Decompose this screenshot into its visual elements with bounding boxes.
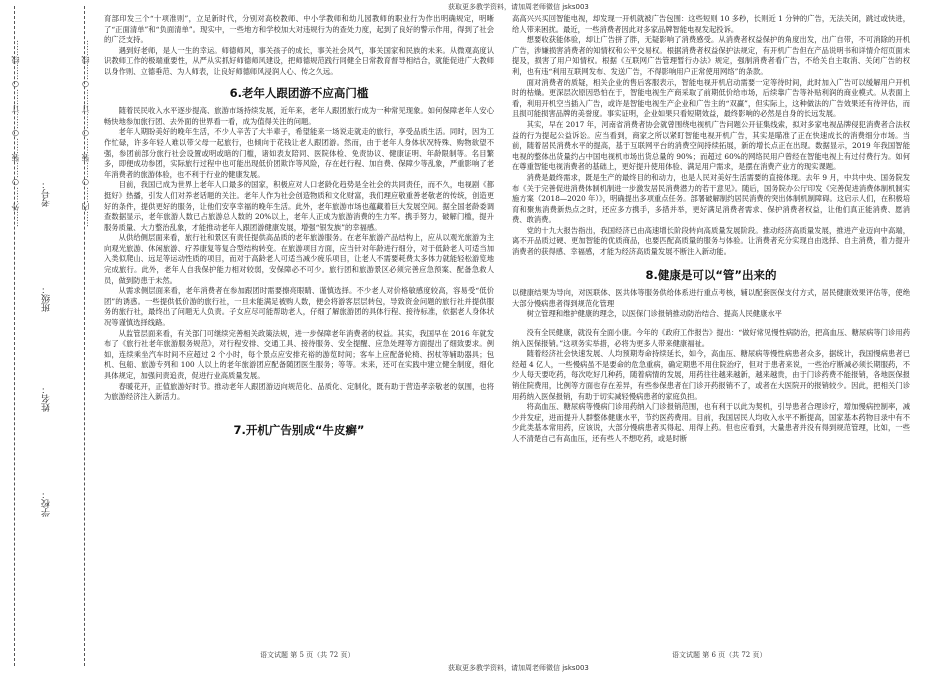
inner-binding-marks: ……内……○……装……○……订……○……线…… [81,40,90,227]
body-paragraph: 从供给侧层面来看，旅行社和景区有责任提供高品质的老年旅游服务。在老年旅游产品结构上，应从以观光旅游为主向观光旅游、休闲旅游、疗养康复等复合型结构转变。在旅游项目方面，应当针对年龄进行细分，对于低龄老人可适当加入类似爬山、远足等运动性质的项目，而对于高龄老人可适当减少疲乐项目，让老人不需要耗费太多体力就能轻松游览地完成旅行。此外，老年人自我保护能力相对较弱，安保障必不可少。旅行团和旅游景区必须完善应急预案、配备急救人员，做到防患于未然。 [104,233,494,285]
right-column [512,14,910,445]
name-label: 姓名： [42,385,52,412]
body-paragraph: 将高血压、糖尿病等慢病门诊用药纳入门诊报销范围，也有利于以此为契机，引导患者合理诊疗，增加慢病控制率，减少并发症，进而提升人群整体健康水平，节约医药费用。目前，我国居民人均收入水平不断提高，国家基本药物目录中有不少此类基本常用药，应该说，大部分慢病患者买得起、用得上药。但也应看到，大量患者并没有得到规范管理，比如，一些人不清楚自己有高血压，还有些人不想吃药，或是时断 [512,402,910,443]
intro-paragraph: 遇到好老师，是人一生的幸运。师德师风，事关孩子的成长，事关社会风气，事关国家和民族的未来。从微观高度认识教师工作的极端重要性，从严从实抓好师德师风建设，把师德规范践行同健全日常教育督导相结合，就能促进广大教师以身作则、立德垂范、为人师表，让良好师德师风浸润人心、传之久远。 [104,45,494,76]
outer-binding-marks: ……外……○……装……○……订……○……线…… [11,40,20,227]
body-paragraph: 党的十九大报告指出，我国经济已由高速增长阶段转向高质量发展阶段。推动经济高质量发展，推进产业迈向中高端，离不开品质过硬、更加智能的优质商品，也要匹配高质量的服务与体验。让消费者充分实现自由选择、自主消费，着力提升消费者的获得感、幸福感，才能为经济高质量发展不断注入新动能。 [512,225,910,257]
intro-paragraph: 育部印发三个“十项准则”，立足新时代，分别对高校教师、中小学教师和幼儿园教师的职业行为作出明确规定，明晰了“正面清单”和“负面清单”。现实中，一些地方和学校加大对违规行为的查处力度，起到了良好的警示作用，得到了社会的广泛支持。 [104,14,494,45]
body-paragraph: 老年人期盼美好的晚年生活，不少人辛苦了大半辈子，希望能来一场说走就走的旅行，享受品质生活。同时，因为工作忙碌，许多年轻人难以带父母一起旅行，也倾向于花钱让老人跟团游。然而，由于老年人身体状况特殊、购物欲望不强，参团前部分旅行社会设置或明或暗的门槛，诸如表友陪同、医院体检、免责协议、健康证明、年龄限制等。名目繁多，即便成功参团，实际旅行过程中也可能出现低价团欺诈等风险，存在赶行程、加自费、保障少等乱象，严重影响了老年消费者的旅游体验，也不利于行业的健康发展。 [104,127,494,179]
page-footer-right: 语文试题 第 6 页（共 72 页） [672,651,767,659]
section-heading-7: 7.开机广告别成“牛皮癣” [233,422,365,437]
body-paragraph: 随着民民收入水平逐步提高、旅游市场持续发展，近年来，老年人跟团旅行成为一种常见现象。如何保障老年人安心畅快地参加旅行团、去外面的世界看一看，成为值得关注的问题。 [104,106,494,126]
binding-gutter [0,0,98,672]
body-paragraph: 目前，我国已成为世界上老年人口最多的国家，积极应对人口老龄化趋势是全社会的共同责任，而不久，电视剧《都挺好》热播，引发人们对养老话题的关注。老年人作为社会创造物质和文化财富，我们理应敬重善老敬老的传统，创造更好的条件，提供更好的服务，让他们安享幸福的晚年生活。此外，老年旅游市场也蕴藏着巨大发展空间。据全国老龄委调查数据显示，老年旅游人数已占旅游总人数的 20%以上，老年人正成为旅游消费的生力军。携手努力，破解门槛，提升服务质量、大力整治乱象，才能推动老年人跟团游健康发展，增强“银发族”的幸福感。 [104,180,494,232]
left-column [104,14,494,443]
body-paragraph: 其实，早在 2017 年，河南省消费者协会就曾围绕电视机广告问题公开征集线索，拟对多家电视品牌侵犯消费者合法权益的行为提起公益诉讼。应当看到，商家之所以紧盯智能电视开机广告，其实是瞄准了正在快速成长的消费细分市场。当前，随着居民消费水平的提高，基于互联网平台的消费空间持续拓展，新的增长点正在出现。数据显示，2019 年我国智能电视的整体出货量约占中国电视机市场出货总量的 90%；而超过 60%的网络民用户曾经在智能电视上有过付费行为。如何在尊重智能电视消费者的基础上，更好提升使用体验、满足用户需求，是摆在消费产业方的现实课题。 [512,119,910,172]
body-paragraph: 随着经济社会快速发展、人均预期寿命持续延长，如今，高血压、糖尿病等慢性病患者众多，据统计，我国慢病患者已经超 4 亿人，一些慢病虽不是要命的危急重病，确定期患不用住院治疗，但对于患者来说，一些治疗断减必须长期服药，不少人每天要吃药，每次吃好几种药，随着病情的发展，用药往往越来越新，越来越贵，由于门诊药费不能报销，各地医保报销住院费用，比例等方面也存在差异，有些参保患者在门诊开药报销不了，或者在大医院开的报销较少。因此，把相关门诊用药纳入医保报销，有助于切实减轻慢病患者的家庭负担。 [512,349,910,401]
body-paragraph: 没有全民健康，就没有全面小康。今年的《政府工作报告》提出：“做好常见慢性病防治，把高血压、糖尿病等门诊用药纳入医保报销。”这项务实举措，必将为更多人带来健康福祉。 [512,328,910,348]
summary-paragraph: 以健康结果为导向，对医联体、医共体等服务供给体系进行重点考核，辅以配套医保支付方式，居民健康效果评估等，使绝大部分慢病患者得到规范化管理 [512,288,910,308]
body-paragraph: 面对消费者的质疑，相关企业的售后客服表示，智能电视开机启动需要一定等待时间，此时加入广告可以缓解用户开机时的枯燥。更深层次原因恐怕在于，智能电视生产商采取了前期低价给市场，后续靠广告等补贴利润的商业模式。从表面上看，利用开机空当插入广告，或许是智能电视生产企业和广告主的“双赢”，但实际上，这种做法的广告效果还有待评估，而且损可能损害品牌的美誉度。事实证明，企业如果只看短期效益，最终影响的必然是自身的长远发展。 [512,77,910,119]
section-heading-6: 6.老年人跟团游不应高门槛 [229,85,369,100]
exam-number-label: 考号： [42,180,52,207]
school-label: 学校： [42,490,52,517]
header-note: 获取更多教学资料，请加周老师微信 jsks003 [448,3,589,11]
footer-note: 获取更多教学资料，请加周老师微信 jsks003 [448,664,589,672]
body-paragraph: 消费是最终需求，既是生产的最终目的和动力，也是人民对美好生活需要的直接体现。去年 9 月，中共中央、国务院发布《关于完善促进消费体制机制进一步激发居民消费潜力的若干意见》。随后，国务院办公厅印发《完善促进消费体制机制实施方案（2018—2020 年）》，明确提出多项重点任务。部署破解制约居民消费的突出体制机制障碍。这启示人们，在积极培育和聚焦消费新热点之时，还应多方携手，多措并举，更好满足消费者需求、保护消费者权益，让他们真正能消费、愿消费、敢消费。 [512,172,910,225]
body-paragraph: 从监管层面来看，有关部门可继续完善相关政策法规，进一步保障老年消费者的权益。其实，我国早在 2016 年就发布了《旅行社老年旅游服务规范》，对行程安排、交通工具、接待服务、安全提醒、应急处理等方面提出了细致要求。例如，连续乘坐汽车时间不应超过 2 个小时，每个景点应安排充裕的游览时间；客车上应配备轮椅、拐杖等辅助器具；包机、包船、旅游专列和 100 人以上的老年旅游团应配备随团医生服务；等等。未来，还可在实践中建立健全制度，细化具体规定，加强问责追责，促进行业高质量发展。 [104,328,494,380]
body-paragraph: 从需求侧层面来看，老年消费者在参加跟团时需要擦亮眼睛、谨慎选择。不少老人对价格敏感度较高，容易受“低价团”的诱惑。一些提供低价游的旅行社，一旦未能满足被购人数，便会将游客层层转包，导致资金问题的旅行社并提供服务的旅行社，最终出了问题无人负责。子女应尽可能帮助老人，仔细了解旅游团的具体行程、接待标准，依据老人身体状况等谨慎选择线路。 [104,286,494,328]
page-footer-left: 语文试题 第 5 页（共 72 页） [260,651,355,659]
body-paragraph: 高高兴兴买回智能电视，却发现一开机就被广告包围：这些短则 10 多秒，长则近 1 分钟的广告，无法关闭，跳过或快进，给人带来困扰。最近，一些消费者因此对多家品牌智能电视发起投诉。 [512,14,910,34]
body-paragraph: 春暖花开，正值旅游好时节。推动老年人跟团游迈向规范化、品质化、定制化，既有助于营造孝亲敬老的氛围，也将为旅游经济注入新活力。 [104,381,494,402]
class-label: 班级： [42,285,52,312]
section-heading-8: 8.健康是可以“管”出来的 [645,267,777,282]
body-paragraph: 想要收获能体验，却让广告拼了胖，无疑影响了消费感受。从消费者权益保护的角度出发，出广自带，不可消除的开机广告，涉嫌损害消费者的知情权和公平交易权。根据消费者权益保护法规定，有开机广告但在产品说明书和详情介绍页面未提及，损害了用户知情权。根据《互联网广告管理暂行办法》规定，强制消费者看广告，不给关自主取消、关闭广告的权利，也有违“利用互联网发布、发送广告，不得影响用户正常使用网络”的条款。 [512,35,910,76]
summary-paragraph: 树立管理和维护健康的理念，以医保门诊报销推动防治结合、提高人民健康水平 [526,309,782,319]
